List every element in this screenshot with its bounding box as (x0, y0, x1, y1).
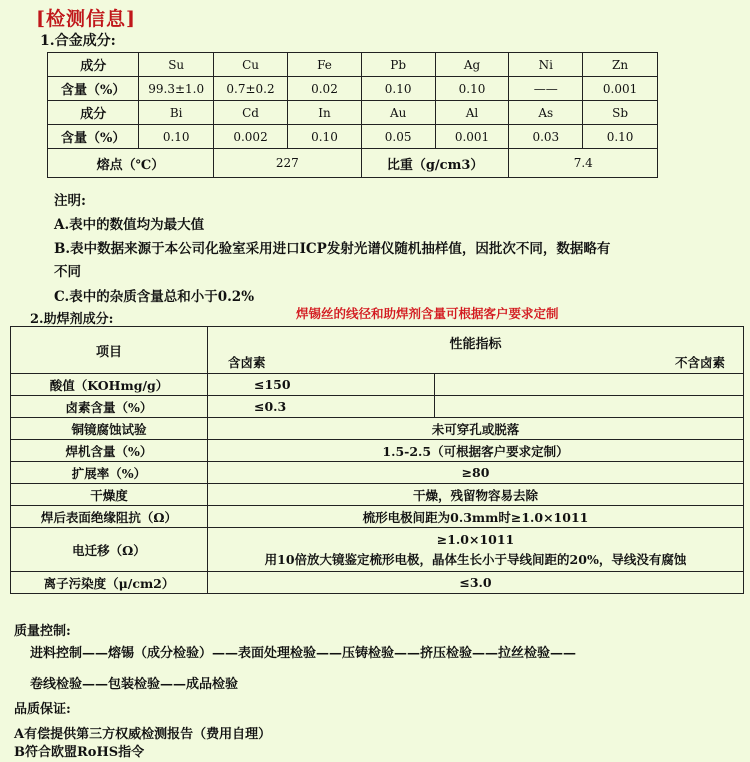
melting-point-label: 熔点（℃） (48, 149, 214, 178)
item-header: 项目 (11, 327, 208, 374)
quality-assurance-a: A有偿提供第三方权威检测报告（费用自理） (14, 727, 272, 742)
page-title: [检测信息] (36, 8, 136, 30)
table-row (11, 396, 744, 418)
cell-header: 含量（%） (48, 125, 139, 149)
row-label: 卤素含量（%） (11, 396, 208, 418)
section-flux-title: 2.助焊剂成分: (30, 312, 114, 327)
table-row (48, 77, 658, 101)
performance-title: 性能指标 (449, 337, 502, 352)
cell: 0.10 (435, 77, 509, 101)
cell: —— (509, 77, 583, 101)
cell (435, 374, 744, 396)
quality-assurance-b: B符合欧盟RoHS指令 (14, 745, 145, 760)
cell: Cd (213, 101, 287, 125)
table-row (11, 484, 744, 506)
table-row (48, 53, 658, 77)
note-b-continued: 不同 (54, 264, 81, 280)
cell: Al (435, 101, 509, 125)
cell: ≤150 (208, 374, 435, 396)
row-label: 扩展率（%） (11, 462, 208, 484)
cell: ≤3.0 (208, 572, 744, 594)
table-row (11, 572, 744, 594)
table-row (48, 149, 658, 178)
cell: Bi (139, 101, 213, 125)
quality-control-line2: 卷线检验——包装检验——成品检验 (30, 677, 239, 692)
cell-header: 含量（%） (48, 77, 139, 101)
quality-control-line1: 进料控制——熔锡（成分检验）——表面处理检验——压铸检验——挤压检验——拉丝检验—— (30, 646, 577, 661)
cell: 0.001 (435, 125, 509, 149)
density-value: 7.4 (509, 149, 658, 178)
cell: Su (139, 53, 213, 77)
cell: 1.5-2.5（可根据客户要求定制） (208, 440, 744, 462)
halogen-label: 含卤素 (228, 355, 266, 370)
cell: As (509, 101, 583, 125)
cell-header: 成分 (48, 101, 139, 125)
cell: 0.02 (288, 77, 362, 101)
table-row (11, 506, 744, 528)
cell: 0.10 (583, 125, 658, 149)
cell: Fe (288, 53, 362, 77)
cell: Zn (583, 53, 658, 77)
no-halogen-label: 不含卤素 (674, 355, 725, 370)
cell: Pb (361, 53, 435, 77)
table-row (11, 374, 744, 396)
row-label: 干燥度 (11, 484, 208, 506)
table-row (11, 462, 744, 484)
section-alloy-title: 1.合金成分: (40, 33, 116, 49)
cell: 0.10 (288, 125, 362, 149)
cell: Ag (435, 53, 509, 77)
cell-header: 成分 (48, 53, 139, 77)
cell: 0.7±0.2 (213, 77, 287, 101)
cell (435, 396, 744, 418)
cell: 梳形电极间距为0.3mm时≥1.0×1011 (208, 506, 744, 528)
cell: ≥80 (208, 462, 744, 484)
cell: 0.05 (361, 125, 435, 149)
table-row (11, 418, 744, 440)
cell: Cu (213, 53, 287, 77)
cell: Au (361, 101, 435, 125)
cell: 0.002 (213, 125, 287, 149)
customization-note: 焊锡丝的线径和助焊剂含量可根据客户要求定制 (296, 306, 559, 321)
row-label: 焊后表面绝缘阻抗（Ω） (11, 506, 208, 528)
flux-table (10, 326, 744, 594)
cell: 干燥，残留物容易去除 (208, 484, 744, 506)
cell: ≤0.3 (208, 396, 435, 418)
cell: 0.03 (509, 125, 583, 149)
table-row (11, 327, 744, 374)
performance-header (208, 327, 744, 374)
cell: In (288, 101, 362, 125)
quality-control-title: 质量控制: (14, 624, 71, 639)
note-b: B.表中数据来源于本公司化验室采用进口ICP发射光谱仪随机抽样值，因批次不同，数据略有 (54, 241, 611, 257)
alloy-table (47, 52, 658, 178)
density-label: 比重（g/cm3） (361, 149, 509, 178)
table-row (48, 125, 658, 149)
notes-title: 注明: (54, 193, 86, 209)
cell: 0.10 (139, 125, 213, 149)
cell (208, 528, 744, 572)
cell: Sb (583, 101, 658, 125)
note-a: A.表中的数值均为最大值 (54, 217, 205, 233)
melting-point-value: 227 (213, 149, 361, 178)
cell: 0.001 (583, 77, 658, 101)
row-label: 铜镜腐蚀试验 (11, 418, 208, 440)
row-label: 焊机含量（%） (11, 440, 208, 462)
table-row (11, 440, 744, 462)
table-row (11, 528, 744, 572)
row-label: 酸值（KOHmg/g） (11, 374, 208, 396)
electromigration-value: ≥1.0×1011 (436, 531, 515, 547)
cell: Ni (509, 53, 583, 77)
cell: 未可穿孔或脱落 (208, 418, 744, 440)
cell: 0.10 (361, 77, 435, 101)
row-label: 离子污染度（μ/cm2） (11, 572, 208, 594)
note-c: C.表中的杂质含量总和小于0.2% (54, 289, 255, 305)
table-row (48, 101, 658, 125)
quality-assurance-title: 品质保证: (14, 702, 71, 717)
row-label: 电迁移（Ω） (11, 528, 208, 572)
cell: 99.3±1.0 (139, 77, 213, 101)
electromigration-note: 用10倍放大镜鉴定梳形电极，晶体生长小于导线间距的20%，导线没有腐蚀 (264, 551, 687, 567)
